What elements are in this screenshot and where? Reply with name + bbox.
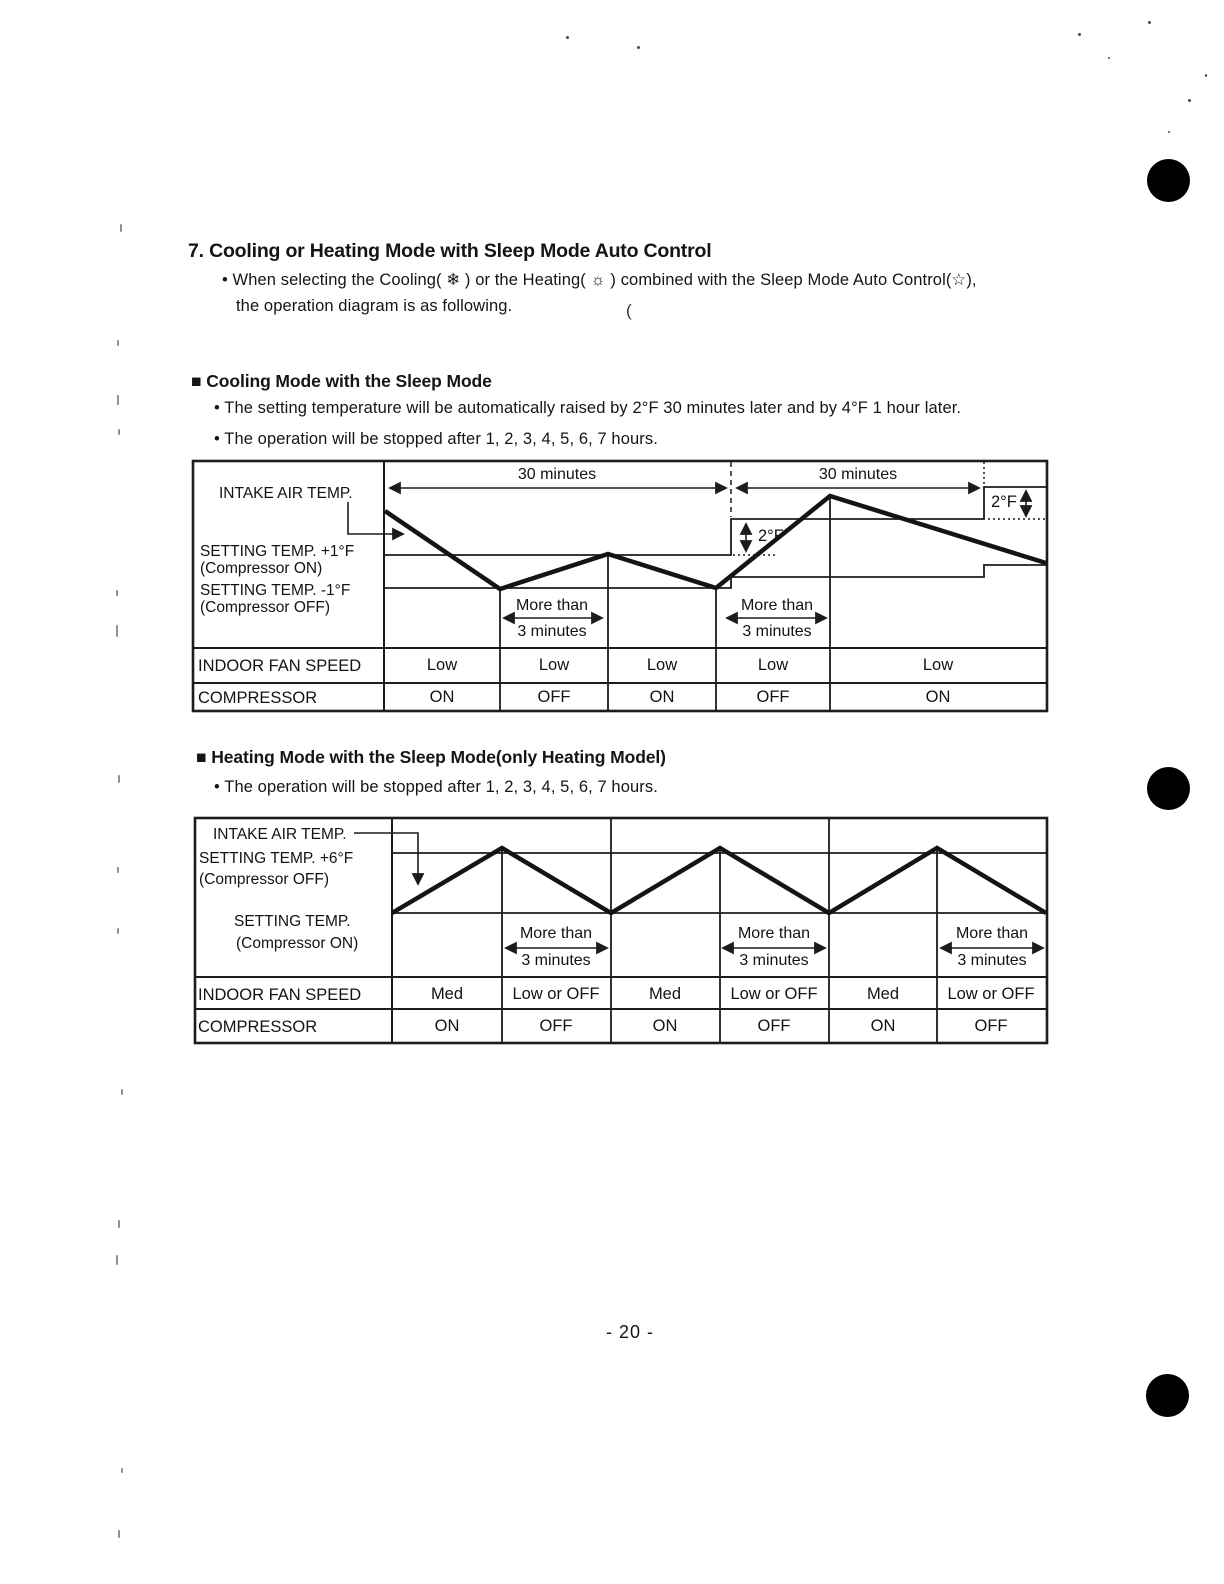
compressor-off-duration-3 xyxy=(941,925,1043,969)
intake-air-temp-label: INTAKE AIR TEMP. xyxy=(219,485,353,502)
scan-artifact xyxy=(121,1089,123,1095)
scan-artifact xyxy=(117,928,119,934)
compressor-off-duration-2 xyxy=(727,597,826,640)
intro-bullet-line1: • When selecting the Cooling( ❄ ) or the Heating( ☼ ) combined with the Sleep Mode Auto Control(☆), xyxy=(222,271,977,289)
compressor-off-label: (Compressor OFF) xyxy=(200,599,331,616)
threshold-lines xyxy=(392,853,1046,913)
cooling-diagram xyxy=(190,458,1052,714)
intake-air-temp-label: INTAKE AIR TEMP. xyxy=(213,826,347,843)
threshold-step-lines xyxy=(385,487,1046,588)
scan-artifact xyxy=(1205,74,1207,77)
compressor-cell: ON xyxy=(649,688,675,706)
compressor-cell: ON xyxy=(434,1017,460,1035)
punch-hole-dot xyxy=(1147,767,1190,810)
setting-temp-off-label: SETTING TEMP. +6°F xyxy=(199,850,354,867)
interval-label-2: 30 minutes xyxy=(818,466,898,483)
three-minutes-label: 3 minutes xyxy=(521,952,591,969)
more-than-label: More than xyxy=(519,925,593,942)
page-title: 7. Cooling or Heating Mode with Sleep Mode Auto Control xyxy=(188,240,712,262)
setting-temp-on-label: SETTING TEMP. xyxy=(234,913,351,930)
scan-artifact xyxy=(637,46,640,49)
intro-bullet-line2: the operation diagram is as following. xyxy=(236,297,513,315)
fan-speed-row xyxy=(198,656,953,675)
three-minutes-label: 3 minutes xyxy=(517,623,587,640)
cooling-section-heading: ■ Cooling Mode with the Sleep Mode xyxy=(191,371,492,391)
compressor-cell: ON xyxy=(652,1017,678,1035)
compressor-cell: OFF xyxy=(539,1017,573,1035)
compressor-on-label: (Compressor ON) xyxy=(236,935,359,952)
more-than-label: More than xyxy=(740,597,814,614)
fan-cell: Low xyxy=(538,656,570,674)
three-minutes-label: 3 minutes xyxy=(739,952,809,969)
scan-artifact xyxy=(1148,21,1151,24)
fan-speed-row xyxy=(198,985,1035,1004)
cooling-bullet-2: • The operation will be stopped after 1, 2, 3, 4, 5, 6, 7 hours. xyxy=(214,430,658,448)
compressor-off-label: (Compressor OFF) xyxy=(199,871,330,888)
scan-artifact xyxy=(118,429,120,435)
compressor-cell: ON xyxy=(925,688,951,706)
more-than-label: More than xyxy=(737,925,811,942)
step-label-1: 2°F xyxy=(758,527,784,545)
scan-artifact xyxy=(116,590,118,596)
three-minutes-label: 3 minutes xyxy=(957,952,1027,969)
compressor-cell: ON xyxy=(429,688,455,706)
fan-cell: Low xyxy=(646,656,678,674)
compressor-row xyxy=(198,1017,1008,1036)
heating-bullet-1: • The operation will be stopped after 1, 2, 3, 4, 5, 6, 7 hours. xyxy=(214,778,658,796)
fan-row-header: INDOOR FAN SPEED xyxy=(198,657,362,675)
scan-stray-mark: ( xyxy=(626,301,632,320)
intake-pointer-arrow xyxy=(354,833,418,884)
heating-section-heading: ■ Heating Mode with the Sleep Mode(only Heating Model) xyxy=(196,747,666,767)
temperature-curve xyxy=(354,833,1046,913)
compressor-off-duration-1 xyxy=(506,925,607,969)
more-than-label: More than xyxy=(955,925,1029,942)
more-than-label: More than xyxy=(515,597,589,614)
compressor-cell: OFF xyxy=(756,688,790,706)
compressor-cell: ON xyxy=(870,1017,896,1035)
fan-cell: Low or OFF xyxy=(512,985,600,1003)
scan-artifact xyxy=(121,1468,123,1473)
scan-artifact xyxy=(1168,131,1170,133)
scan-artifact xyxy=(566,36,569,39)
page-number: - 20 - xyxy=(605,1322,654,1342)
scan-artifact xyxy=(118,1530,120,1538)
interval-annotations xyxy=(390,462,984,517)
compressor-off-duration-1 xyxy=(504,597,602,640)
setting-temp-off-label: SETTING TEMP. -1°F xyxy=(200,582,351,599)
fan-cell: Low xyxy=(426,656,458,674)
three-minutes-label: 3 minutes xyxy=(742,623,812,640)
scan-artifact xyxy=(116,1255,118,1265)
scan-artifact xyxy=(118,775,120,783)
cooling-bullet-1: • The setting temperature will be automatically raised by 2°F 30 minutes later and by 4°F 1 hour later. xyxy=(214,399,962,417)
fan-cell: Med xyxy=(430,985,464,1003)
compressor-row-header: COMPRESSOR xyxy=(198,1018,318,1036)
fan-cell: Med xyxy=(866,985,900,1003)
fan-cell: Low or OFF xyxy=(730,985,818,1003)
scan-artifact xyxy=(116,625,118,637)
compressor-on-label: (Compressor ON) xyxy=(200,560,323,577)
compressor-row xyxy=(198,688,950,707)
punch-hole-dot xyxy=(1146,1374,1189,1417)
fan-cell: Low or OFF xyxy=(947,985,1035,1003)
step-label-2: 2°F xyxy=(991,493,1017,511)
fan-cell: Med xyxy=(648,985,682,1003)
interval-label-1: 30 minutes xyxy=(517,466,597,483)
scan-artifact xyxy=(118,1220,120,1228)
heating-diagram xyxy=(190,814,1052,1048)
cooling-axis-labels xyxy=(200,485,354,616)
scan-artifact xyxy=(1078,33,1081,36)
scan-artifact xyxy=(117,340,119,346)
scan-artifact xyxy=(1108,57,1110,59)
scan-artifact xyxy=(120,224,122,232)
fan-cell: Low xyxy=(757,656,789,674)
setting-temp-on-label: SETTING TEMP. +1°F xyxy=(200,543,355,560)
fan-row-header: INDOOR FAN SPEED xyxy=(198,986,362,1004)
scan-artifact xyxy=(117,867,119,873)
heating-axis-labels xyxy=(199,826,358,952)
compressor-cell: OFF xyxy=(757,1017,791,1035)
compressor-off-duration-2 xyxy=(723,925,825,969)
punch-hole-dot xyxy=(1147,159,1190,202)
scan-artifact xyxy=(117,395,119,405)
fan-cell: Low xyxy=(922,656,954,674)
compressor-row-header: COMPRESSOR xyxy=(198,689,318,707)
compressor-cell: OFF xyxy=(537,688,571,706)
scan-artifact xyxy=(1188,99,1191,102)
temperature-curve xyxy=(348,496,1046,589)
compressor-cell: OFF xyxy=(974,1017,1008,1035)
